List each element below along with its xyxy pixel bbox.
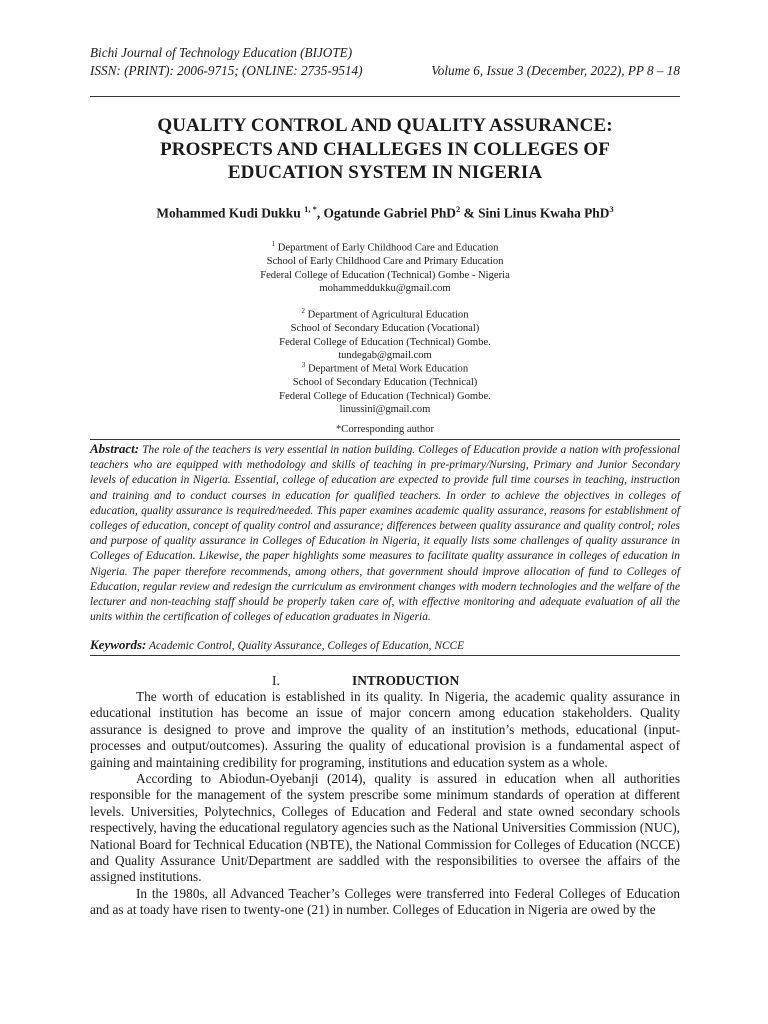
affiliation-2 [90, 305, 680, 363]
affiliation-1-superscript: 1 [271, 240, 276, 248]
author-separator-2: & [460, 205, 479, 221]
author-2-superscript: 2 [455, 204, 461, 214]
section-title: INTRODUCTION [352, 673, 460, 688]
abstract-bottom-divider [90, 655, 680, 656]
title-line-3: EDUCATION SYSTEM IN NIGERIA [227, 162, 543, 183]
keywords-text: Academic Control, Quality Assurance, Colleges of Education, NCCE [146, 640, 465, 652]
affiliation-1-college: Federal College of Education (Technical) Gombe - Nigeria [260, 269, 510, 281]
keywords [90, 637, 680, 654]
affiliation-2-dept [90, 305, 680, 322]
paragraph-1: The worth of education is established in its quality. In Nigeria, the academic quality assurance in educational institution has become an issue of major concern among education stakeholders. Quality assurance is designed to prove and improve the quality of an institution’s methods, educational (input-processes and output/outcomes). Assuring the quality of educational provision is a fundamental aspect of gaining and maintaining credibility for programing, institutions and education system as a whole. [90, 689, 680, 770]
keywords-label: Keywords: [90, 637, 147, 652]
affiliation-1-dept [90, 238, 680, 255]
affiliation-2-college: Federal College of Education (Technical) Gombe. [279, 336, 491, 348]
author-1-superscript: 1, * [304, 204, 317, 214]
body-text [90, 689, 680, 919]
journal-issn: ISSN: (PRINT): 2006-9715; (ONLINE: 2735-9514) [90, 63, 363, 78]
author-separator-1: , [316, 205, 324, 221]
journal-meta-row [90, 62, 680, 80]
paragraph-2: According to Abiodun-Oyebanji (2014), quality is assured in education when all authorities responsible for the management of the system prescribe some minimum standards of operation at different levels. Universities, Polytechnics, Colleges of Education and Federal and state owned secondary schools respectively, having the educational regulatory agencies such as the National Universities Commission (NUC), National Board for Technical Education (NBTE), the National Commission for Colleges of Education (NCCE) and Quality Assurance Unit/Department are saddled with the responsibilities to oversee the affairs of the assigned institutions. [90, 771, 680, 885]
author-list [90, 204, 680, 221]
corresponding-author-note: *Corresponding author [336, 424, 434, 435]
author-2-name: Ogatunde Gabriel PhD [323, 205, 456, 221]
affiliation-3 [90, 359, 680, 417]
author-1-name: Mohammed Kudi Dukku [156, 205, 301, 221]
abstract [90, 441, 680, 625]
affiliation-3-dept-text: Department of Metal Work Education [305, 363, 469, 375]
title-line-2: PROSPECTS AND CHALLEGES IN COLLEGES OF [160, 138, 610, 160]
affiliation-3-school: School of Secondary Education (Technical) [292, 377, 478, 389]
author-3-name: Sini Linus Kwaha PhD [478, 205, 610, 221]
author-3-superscript: 3 [609, 204, 614, 214]
paragraph-3: In the 1980s, all Advanced Teacher’s Colleges were transferred into Federal Colleges of Education and as at toady have risen to twenty-one (21) in number. Colleges of Education in Nigeria are owed by the [90, 885, 680, 918]
affiliation-3-email: linussini@gmail.com [339, 404, 431, 416]
abstract-top-divider [90, 439, 680, 440]
affiliation-3-dept [90, 359, 680, 376]
abstract-label: Abstract: [90, 441, 140, 456]
paper-title [90, 114, 680, 185]
affiliation-2-email: tundegab@gmail.com [338, 350, 432, 362]
affiliation-1 [90, 238, 680, 296]
journal-volume: Volume 6, Issue 3 (December, 2022), PP 8 – 18 [431, 63, 680, 78]
affiliation-3-superscript: 3 [301, 361, 306, 369]
affiliation-1-email: mohammeddukku@gmail.com [319, 283, 451, 295]
affiliation-1-dept-text: Department of Early Childhood Care and Education [275, 242, 499, 254]
affiliation-2-dept-text: Department of Agricultural Education [304, 309, 469, 321]
affiliation-2-superscript: 2 [301, 307, 305, 315]
header-divider [90, 96, 680, 97]
title-line-1: QUALITY CONTROL AND QUALITY ASSURANCE: [157, 115, 613, 136]
journal-name: Bichi Journal of Technology Education (BIJOTE) [90, 45, 353, 60]
affiliation-2-school: School of Secondary Education (Vocational) [290, 323, 480, 335]
affiliation-3-college: Federal College of Education (Technical) Gombe. [279, 390, 491, 402]
abstract-text: The role of the teachers is very essential in nation building. Colleges of Education provide a nation with professional teachers who are equipped with methodology and skills of teaching in pre-primary/Nursing, Primary and Junior Secondary levels of education in Nigeria. Essential, college of education are expected to provide full time courses in teaching, instruction and training and to conduct courses in education for qualified teachers. In order to achieve the objectives in colleges of education, quality assurance is required/needed. This paper examines academic quality assurance, reasons for establishment of colleges of education, concept of quality control and assurance; differences between quality assurance and quality control; roles and purpose of quality assurance in Colleges of Education in Nigeria, it equally lists some challenges of quality assurance in Colleges of Education. Likewise, the paper highlights some measures to facilitate quality assurance in colleges of education in Nigeria. The paper therefore recommends, among others, that government should improve allocation of fund to Colleges of Education, regular review and redesign the curriculum as environment changes with modern technologies and the welfare of the lecturer and non-teaching staff should be properly taken care of, with effective monitoring and adequate evaluation of all the units within the certification of colleges of education graduates in Nigeria. [90, 444, 680, 624]
journal-header [90, 44, 680, 80]
section-number: I. [272, 673, 280, 688]
affiliation-1-school: School of Early Childhood Care and Primary Education [266, 256, 504, 268]
